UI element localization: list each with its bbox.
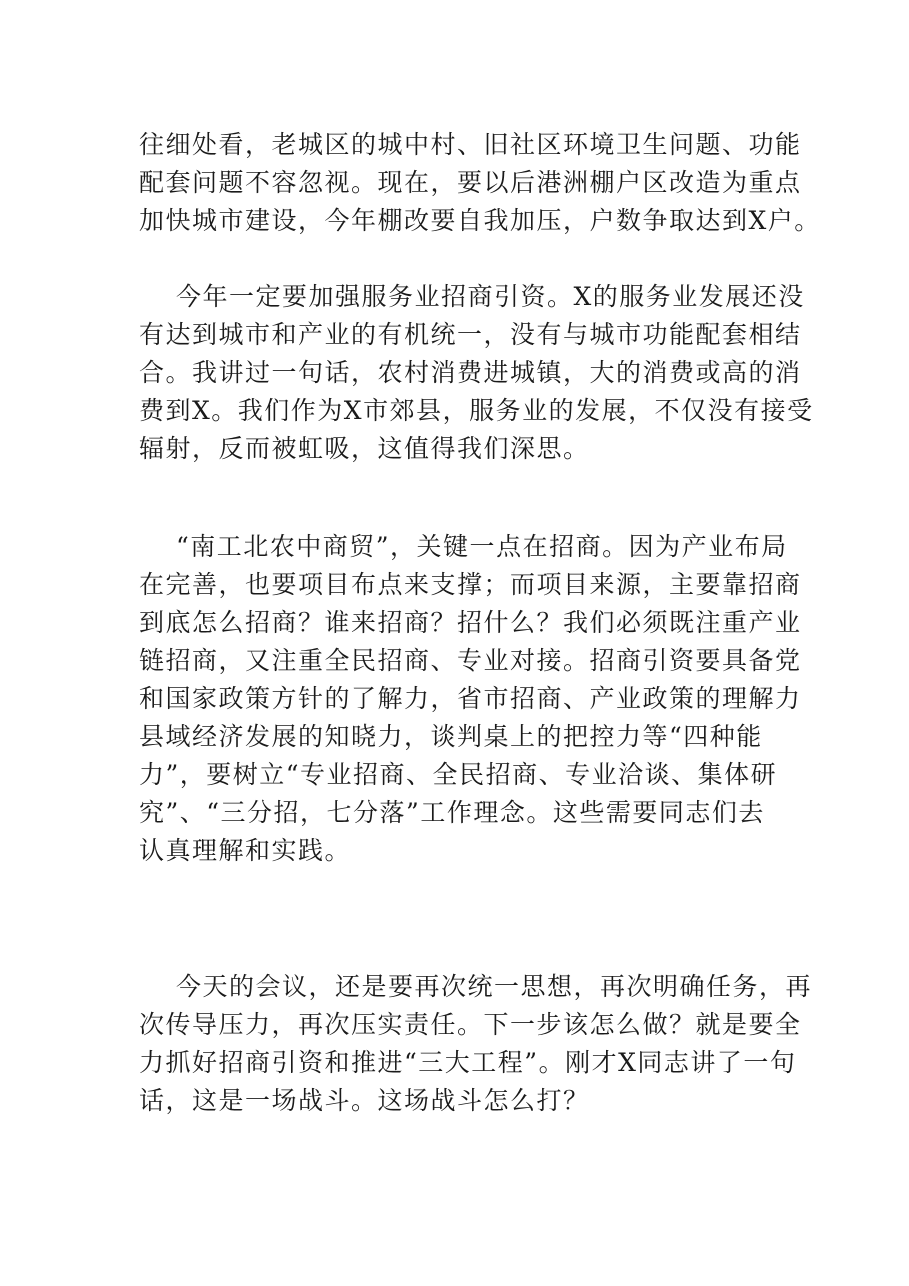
paragraph-line: 今天的会议，还是要再次统一思想，再次明确任务，再 [176,972,813,1001]
paragraph-line: 配套问题不容忽视。现在，要以后港洲棚户区改造为重点 [139,168,802,197]
paragraph-line: 合。我讲过一句话，农村消费进城镇，大的消费或高的消 [139,358,802,387]
paragraph-line: 县域经济发展的知晓力，谈判桌上的把控力等“四种能 [139,722,763,751]
paragraph-line: 在完善，也要项目布点来支撑；而项目来源，主要靠招商 [139,570,802,599]
paragraph-line: 认真理解和实践。 [139,836,352,865]
paragraph-3 [139,528,802,870]
paragraph-line: 和国家政策方针的了解力，省市招商、产业政策的理解力 [139,684,802,713]
paragraph-line: 费到X。我们作为X市郊县，服务业的发展，不仅没有接受 [139,396,814,425]
paragraph-line: 力”，要树立“专业招商、全民招商、专业洽谈、集体研 [139,760,778,789]
paragraph-line: 力抓好招商引资和推进“三大工程”。刚才X同志讲了一句 [139,1048,797,1077]
paragraph-line: 话，这是一场战斗。这场战斗怎么打？ [139,1086,590,1115]
paragraph-line: 究”、“三分招，七分落”工作理念。这些需要同志们去 [139,798,765,827]
paragraph-line: 辐射，反而被虹吸，这值得我们深思。 [139,434,590,463]
paragraph-line: 往细处看，老城区的城中村、旧社区环境卫生问题、功能 [139,130,802,159]
paragraph-2 [139,278,814,468]
paragraph-line: 到底怎么招商？谁来招商？招什么？我们必须既注重产业 [139,608,802,637]
paragraph-line: 今年一定要加强服务业招商引资。X的服务业发展还没 [176,282,805,311]
paragraph-1 [139,126,821,240]
paragraph-4 [139,968,813,1120]
paragraph-line: “南工北农中商贸”，关键一点在招商。因为产业布局 [176,532,788,561]
paragraph-line: 次传导压力，再次压实责任。下一步该怎么做？就是要全 [139,1010,802,1039]
paragraph-line: 有达到城市和产业的有机统一，没有与城市功能配套相结 [139,320,802,349]
paragraph-line: 加快城市建设，今年棚改要自我加压，户数争取达到X户。 [139,206,821,235]
paragraph-line: 链招商，又注重全民招商、专业对接。招商引资要具备党 [139,646,802,675]
